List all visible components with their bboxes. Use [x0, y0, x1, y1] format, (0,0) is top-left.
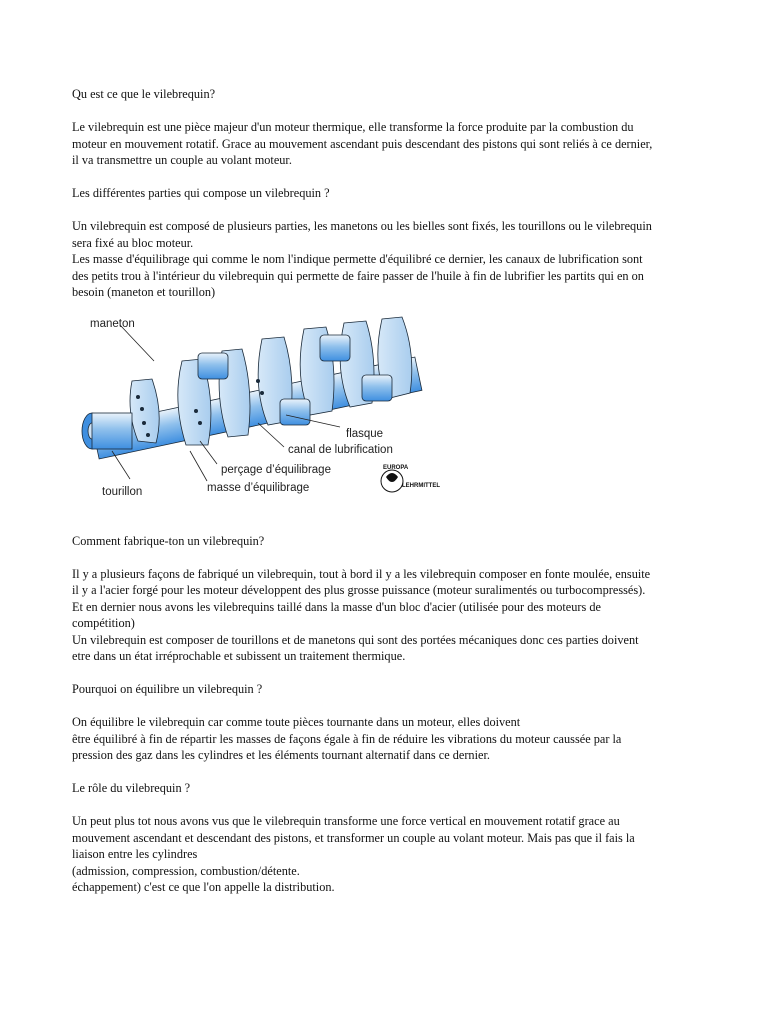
heading-question-2: Les différentes parties qui compose un vilebrequin ?	[72, 186, 330, 200]
text-line: moteur en mouvement rotatif. Grace au mouvement ascendant puis descendant des pistons qui sont reliés à ce dernier,	[72, 136, 653, 151]
heading-question-3: Comment fabrique-ton un vilebrequin?	[72, 533, 265, 548]
text-line: Un vilebrequin est composer de tourillons et de manetons qui sont des portées mécaniques donc ces parties doivent	[72, 632, 639, 647]
text-line: compétition)	[72, 616, 135, 630]
document-page	[72, 86, 698, 896]
text-line: il va transmettre un couple au volant moteur.	[72, 153, 292, 167]
paragraph-balancing	[72, 714, 698, 764]
text-line: On équilibre le vilebrequin car comme toute pièces tournante dans un moteur, elles doivent	[72, 715, 521, 729]
label-flasque: flasque	[346, 427, 384, 440]
label-percage: perçage d’équilibrage	[221, 463, 331, 476]
label-maneton: maneton	[90, 317, 135, 330]
heading-question-1: Qu est ce que le vilebrequin?	[72, 87, 216, 101]
text-line: être équilibré à fin de répartir les masses de façons égale à fin de réduire les vibrations du moteur caussée par la	[72, 731, 622, 746]
label-canal: canal de lubrification	[288, 443, 393, 456]
text-line: échappement) c'est ce que l'on appelle la distribution.	[72, 880, 335, 894]
logo-text-lehrmittel: LEHRMITTEL	[402, 482, 440, 489]
text-line: Le vilebrequin est une pièce majeur d'un moteur thermique, elle transforme la force produite par la combustion du	[72, 120, 634, 134]
heading-question-5: Le rôle du vilebrequin ?	[72, 781, 191, 795]
text-line: Et en dernier nous avons les vilebrequins taillé dans la masse d'un bloc d'acier (utilisée pour des moteurs de	[72, 599, 601, 614]
text-line: il y a l'acier forgé pour les moteur développent des plus grosse puissance (moteur suralimentés ou turbocompressés).	[72, 583, 646, 597]
crankshaft-illustration	[72, 311, 452, 511]
text-line: liaison entre les cylindres	[72, 847, 198, 861]
text-line: Un peut plus tot nous avons vus que le vilebrequin transforme une force vertical en mouvement rotatif grace au	[72, 814, 620, 828]
text-line: mouvement ascendant et descendant des pistons, et transformer un couple au volant moteur. Mais pas que il fais la	[72, 830, 635, 845]
text-line: des petits trou à l'intérieur du vilebrequin qui permette de faire passer de l'huile à fin de lubrifier les partits qui en on	[72, 268, 644, 283]
publisher-logo	[381, 465, 440, 492]
label-tourillon: tourillon	[102, 485, 143, 498]
text-line: (admission, compression, combustion/détente.	[72, 863, 300, 878]
crankshaft-diagram	[72, 311, 452, 511]
text-line: Il y a plusieurs façons de fabriqué un vilebrequin, tout à bord il y a les vilebrequin composer en fonte moulée, ensuite	[72, 566, 651, 581]
text-line: besoin (maneton et tourillon)	[72, 285, 216, 299]
paragraph-manufacturing	[72, 566, 698, 665]
text-line: etre dans un état irréprochable et subissent un traitement thermique.	[72, 649, 406, 663]
front-journal	[82, 413, 132, 449]
paragraph-definition	[72, 119, 698, 169]
heading-question-4: Pourquoi on équilibre un vilebrequin ?	[72, 682, 263, 696]
paragraph-role	[72, 813, 698, 896]
label-masse: masse d’équilibrage	[207, 481, 310, 494]
text-line: Les masse d'équilibrage qui comme le nom l'indique permette d'équilibré ce dernier, les canaux de lubrification sont	[72, 252, 643, 266]
text-line: Un vilebrequin est composé de plusieurs parties, les manetons ou les bielles sont fixés, les tourillons ou le vilebrequin	[72, 219, 652, 233]
paragraph-parts	[72, 218, 698, 301]
logo-text-europa: EUROPA	[383, 464, 409, 471]
text-line: sera fixé au bloc moteur.	[72, 235, 194, 250]
text-line: pression des gaz dans les cylindres et les éléments tournant alternatif dans ce dernier.	[72, 748, 490, 762]
